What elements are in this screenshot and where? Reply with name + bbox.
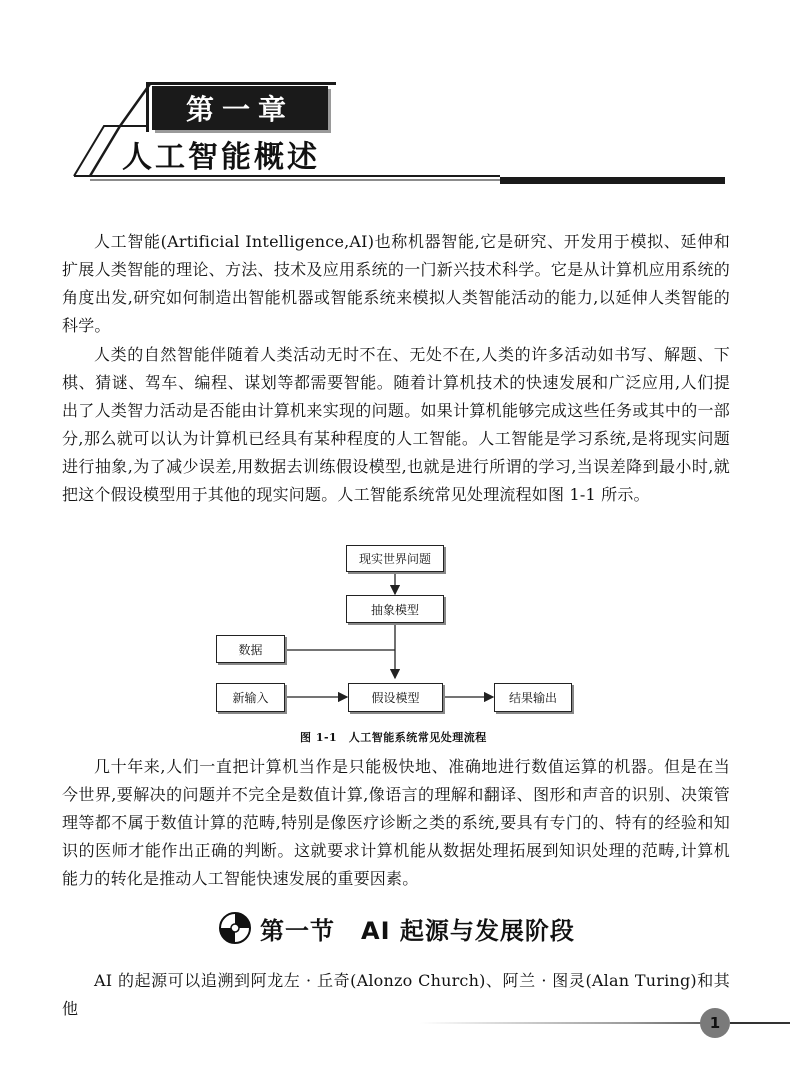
flow-box-real-world: 现实世界问题 [346,545,444,572]
paragraph-4: AI 的起源可以追溯到阿龙左 · 丘奇(Alonzo Church)、阿兰 · 图灵(Alan Turing)和其他 [62,971,730,1018]
chapter-title: 人工智能概述 [122,140,320,175]
flow-box-data: 数据 [216,635,285,663]
footer-line [420,1022,720,1024]
section-label: 第一节 [260,916,335,945]
chapter-header-bar [500,177,725,184]
flowchart-figure [200,537,600,727]
flow-box-result-output: 结果输出 [494,683,572,712]
flow-box-new-input: 新输入 [216,683,285,712]
disc-icon [218,911,252,945]
figure-caption: 图 1-1 人工智能系统常见处理流程 [300,731,487,744]
flow-box-abstract-model: 抽象模型 [346,595,444,623]
flow-box-hypothesis-model: 假设模型 [348,683,443,712]
chapter-number: 第一章 [152,86,328,130]
paragraph-2: 人类的自然智能伴随着人类活动无时不在、无处不在,人类的许多活动如书写、解题、下棋、猜谜、驾车、编程、谋划等都需要智能。随着计算机技术的快速发展和广泛应用,人们提出了人类智力活动是否能由计算机来实现的问题。如果计算机能够完成这些任务或其中的一部分,那么就可以认为计算机已经具有某种程度的人工智能。人工智能是学习系统,是将现实问题进行抽象,为了减少误差,用数据去训练假设模型,也就是进行所谓的学习,当误差降到最小时,就把这个假设模型用于其他的现实问题。人工智能系统常见处理流程如图 1-1 所示。 [62,345,730,504]
footer-line-tail [730,1022,790,1024]
page-number: 1 [700,1008,730,1038]
paragraph-1: 人工智能(Artificial Intelligence,AI)也称机器智能,它是研究、开发用于模拟、延伸和扩展人类智能的理论、方法、技术及应用系统的一门新兴技术科学。它是从计算机应用系统的角度出发,研究如何制造出智能机器或智能系统来模拟人类智能活动的能力,以延伸人类智能的科学。 [62,232,730,335]
paragraph-3: 几十年来,人们一直把计算机当作是只能极快地、准确地进行数值运算的机器。但是在当今世界,要解决的问题并不完全是数值计算,像语言的理解和翻译、图形和声音的识别、决策管理等都不属于数值计算的范畴,特别是像医疗诊断之类的系统,要具有专门的、特有的经验和知识的医师才能作出正确的判断。这就要求计算机能从数据处理拓展到知识处理的范畴,计算机能力的转化是推动人工智能快速发展的重要因素。 [62,757,730,888]
section-header [218,910,575,946]
section-title: AI 起源与发展阶段 [361,916,575,945]
chapter-header [60,80,730,190]
